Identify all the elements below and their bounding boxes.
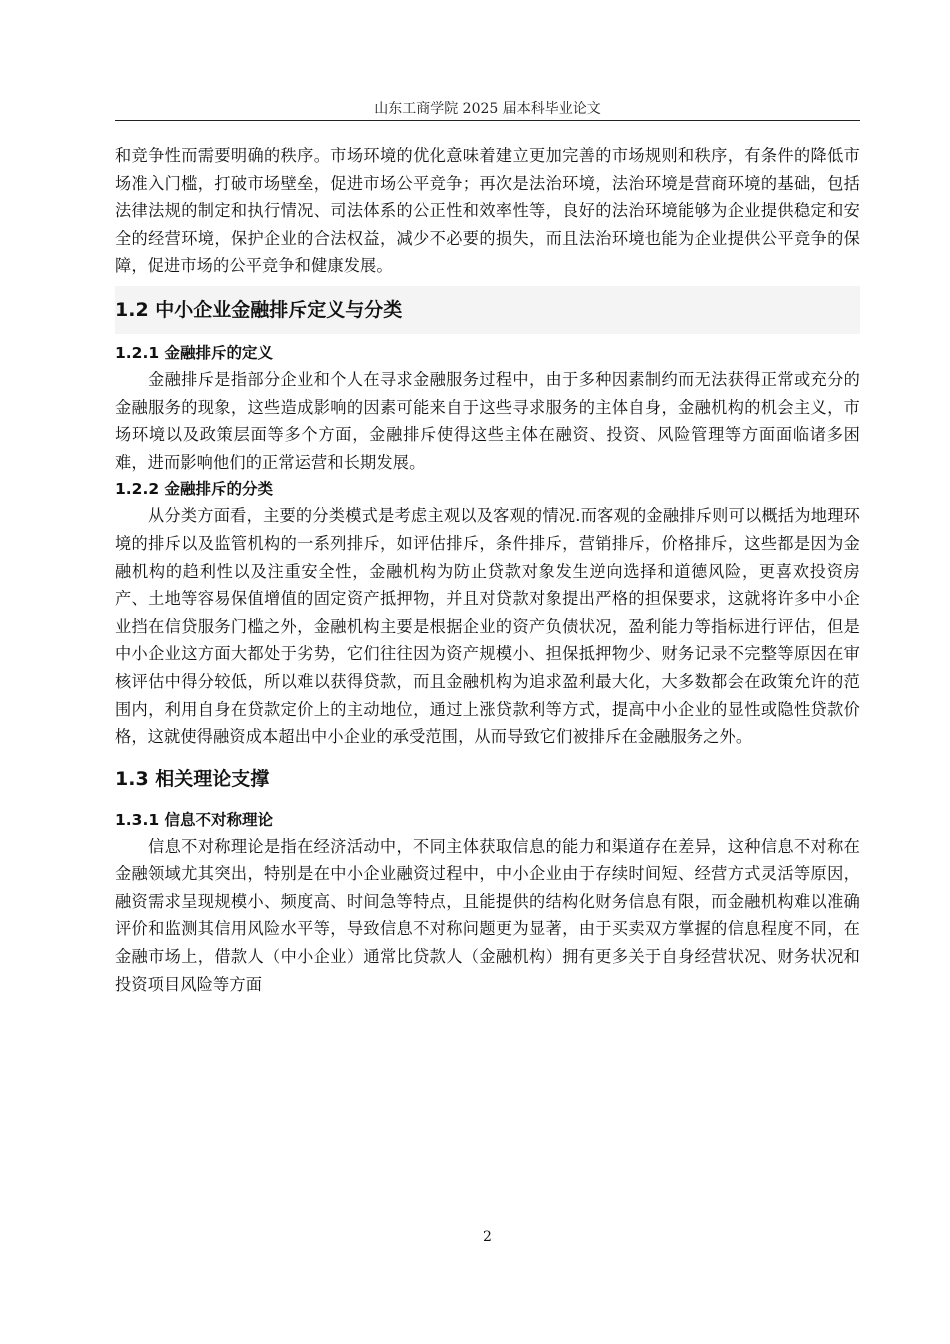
paragraph-1-2-1: 金融排斥是指部分企业和个人在寻求金融服务过程中，由于多种因素制约而无法获得正常或充分的金融服务的现象，这些造成影响的因素可能来自于这些寻求服务的主体自身，金融机构的机会主义，市场环境以及政策层面等多个方面，金融排斥使得这些主体在融资、投资、风险管理等方面面临诸多困难，进而影响他们的正常运营和长期发展。 xyxy=(115,369,860,472)
paragraph-1-3-1: 信息不对称理论是指在经济活动中，不同主体获取信息的能力和渠道存在差异，这种信息不对称在金融领域尤其突出，特别是在中小企业融资过程中，中小企业由于存续时间短、经营方式灵活等原因，融资需求呈现规模小、频度高、时间急等特点，且能提供的结构化财务信息有限，而金融机构难以准确评价和监测其信用风险水平等，导致信息不对称问题更为显著，由于买卖双方掌握的信息程度不同，在金融市场上，借款人（中小企业）通常比贷款人（金融机构）拥有更多关于自身经营状况、财务状况和投资项目风险等方面 xyxy=(115,836,860,994)
subsection-heading-1-3-1: 1.3.1 信息不对称理论 xyxy=(115,810,274,829)
subsection-heading-1-2-1: 1.2.1 金融排斥的定义 xyxy=(115,343,274,362)
subsection-heading-1-2-2: 1.2.2 金融排斥的分类 xyxy=(115,480,274,499)
page-number: 2 xyxy=(483,1229,492,1245)
section-1-2-heading-block xyxy=(115,286,860,334)
section-1-3-heading-block xyxy=(115,755,860,803)
page-content xyxy=(115,142,860,998)
section-heading-1-2: 1.2 中小企业金融排斥定义与分类 xyxy=(115,298,403,321)
intro-paragraph: 和竞争性而需要明确的秩序。市场环境的优化意味着建立更加完善的市场规则和秩序，有条件的降低市场准入门槛，打破市场壁垒，促进市场公平竞争；再次是法治环境，法治环境是营商环境的基础，包括法律法规的制定和执行情况、司法体系的公正性和效率性等，良好的法治环境能够为企业提供稳定和安全的经营环境，保护企业的合法权益，减少不必要的损失，而且法治环境也能为企业提供公平竞争的保障，促进市场的公平竞争和健康发展。 xyxy=(115,146,860,276)
header-rule xyxy=(115,120,860,121)
running-header: 山东工商学院 2025 届本科毕业论文 xyxy=(374,101,601,117)
paragraph-1-2-2: 从分类方面看，主要的分类模式是考虑主观以及客观的情况.而客观的金融排斥则可以概括为地理环境的排斥以及监管机构的一系列排斥，如评估排斥，条件排斥，营销排斥，价格排斥，这些都是因为金融机构的趋利性以及注重安全性，金融机构为防止贷款对象发生逆向选择和道德风险，更喜欢投资房产、土地等容易保值增值的固定资产抵押物，并且对贷款对象提出严格的担保要求，这就将许多中小企业挡在信贷服务门槛之外，金融机构主要是根据企业的资产负债状况，盈利能力等指标进行评估，但是中小企业这方面大都处于劣势，它们往往因为资产规模小、担保抵押物少、财务记录不完整等原因在审核评估中得分较低，所以难以获得贷款，而且金融机构为追求盈利最大化，大多数都会在政策允许的范围内，利用自身在贷款定价上的主动地位，通过上涨贷款利等方式，提高中小企业的显性或隐性贷款价格，这就使得融资成本超出中小企业的承受范围，从而导致它们被排斥在金融服务之外。 xyxy=(115,506,860,747)
section-heading-1-3: 1.3 相关理论支撑 xyxy=(115,767,270,790)
